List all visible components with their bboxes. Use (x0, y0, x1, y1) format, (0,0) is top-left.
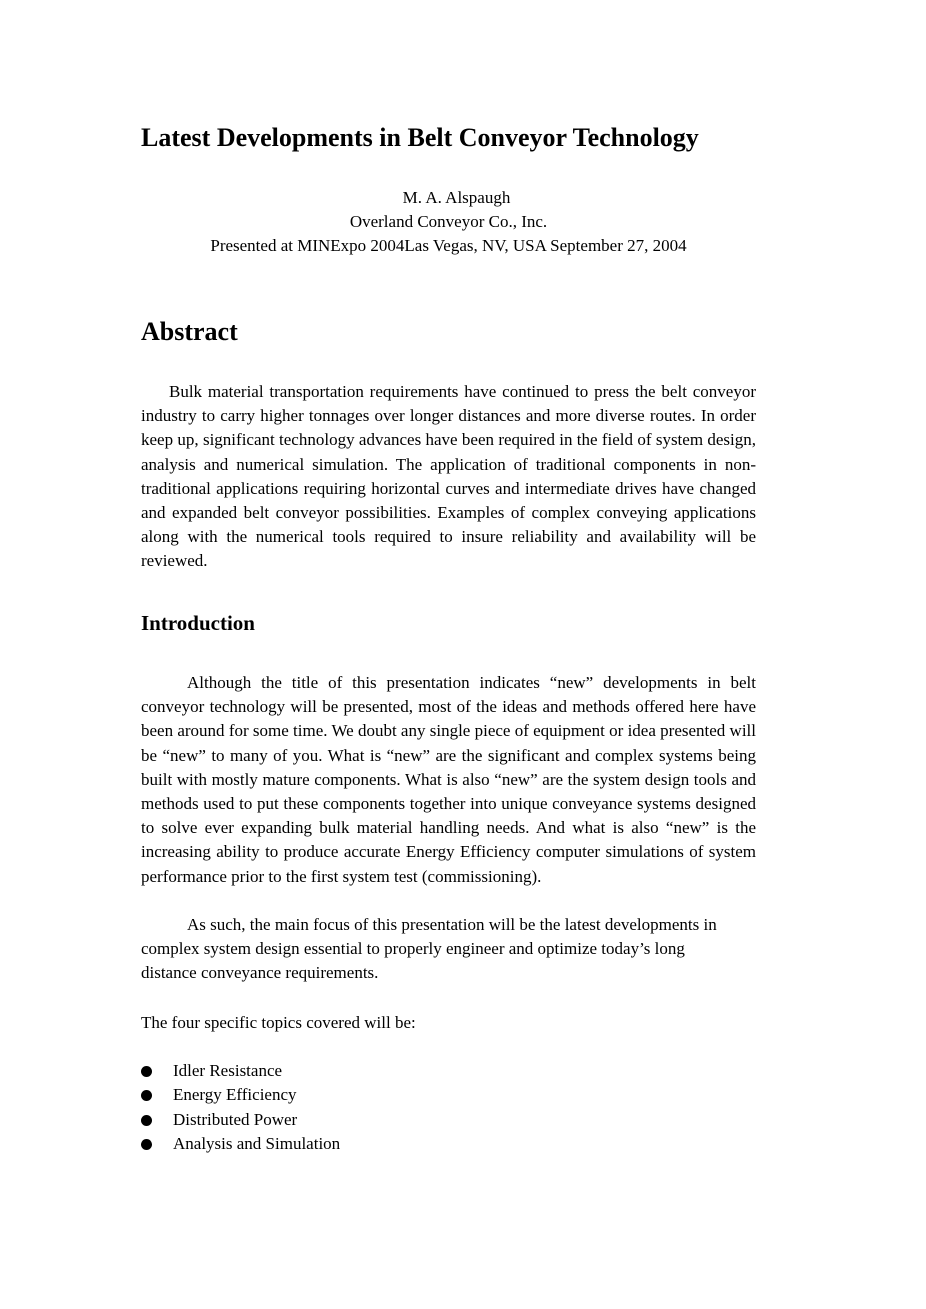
bullet-icon (141, 1115, 152, 1126)
introduction-heading: Introduction (141, 611, 255, 635)
author-name: M. A. Alspaugh (402, 188, 511, 207)
paper-title: Latest Developments in Belt Conveyor Technology (141, 123, 699, 152)
presentation-venue: Presented at MINExpo 2004Las Vegas, NV, USA September 27, 2004 (210, 236, 687, 255)
topic-label: Analysis and Simulation (173, 1133, 341, 1153)
topic-label: Energy Efficiency (173, 1085, 297, 1105)
topic-label: Distributed Power (173, 1109, 298, 1129)
abstract-heading: Abstract (141, 317, 238, 346)
topics-lead-text: The four specific topics covered will be: (141, 1013, 416, 1032)
introduction-paragraph-1: Although the title of this presentation indicates “new” developments in belt conveyor technology will be presented, most of the ideas and methods offered here have been around for some time. We doubt any single piece of equipment or idea presented will be “new” to many of you. What is “new” are the significant and complex systems being built with mostly mature components. What is also “new” are the system design tools and methods used to put these components together into unique conveyance systems designed to solve ever expanding bulk material handling needs. And what is also “new” is the increasing ability to produce accurate Energy Efficiency computer simulations of system performance prior to the first system test (commissioning). (141, 673, 756, 886)
introduction-paragraph-2-part-a: As such, the main focus of this presentation will be the latest developments in complex system design essential to properly engineer and optimize today’s long (141, 915, 717, 959)
introduction-paragraph-2 (141, 913, 753, 986)
bullet-icon (141, 1066, 152, 1077)
bullet-icon (141, 1139, 152, 1150)
abstract-text: Bulk material transportation requirements have continued to press the belt conveyor industry to carry higher tonnages over longer distances and more diverse routes. In order keep up, significant technology advances have been required in the field of system design, analysis and numerical simulation. The application of traditional components in non-traditional applications requiring horizontal curves and intermediate drives have changed and expanded belt conveyor possibilities. Examples of complex conveying applications along with the numerical tools required to insure reliability and availability will be reviewed. (141, 382, 756, 571)
bullet-icon (141, 1090, 152, 1101)
author-affiliation: Overland Conveyor Co., Inc. (349, 212, 548, 231)
introduction-paragraph-2-part-b: distance conveyance requirements. (141, 963, 379, 983)
topic-label: Idler Resistance (173, 1061, 283, 1080)
